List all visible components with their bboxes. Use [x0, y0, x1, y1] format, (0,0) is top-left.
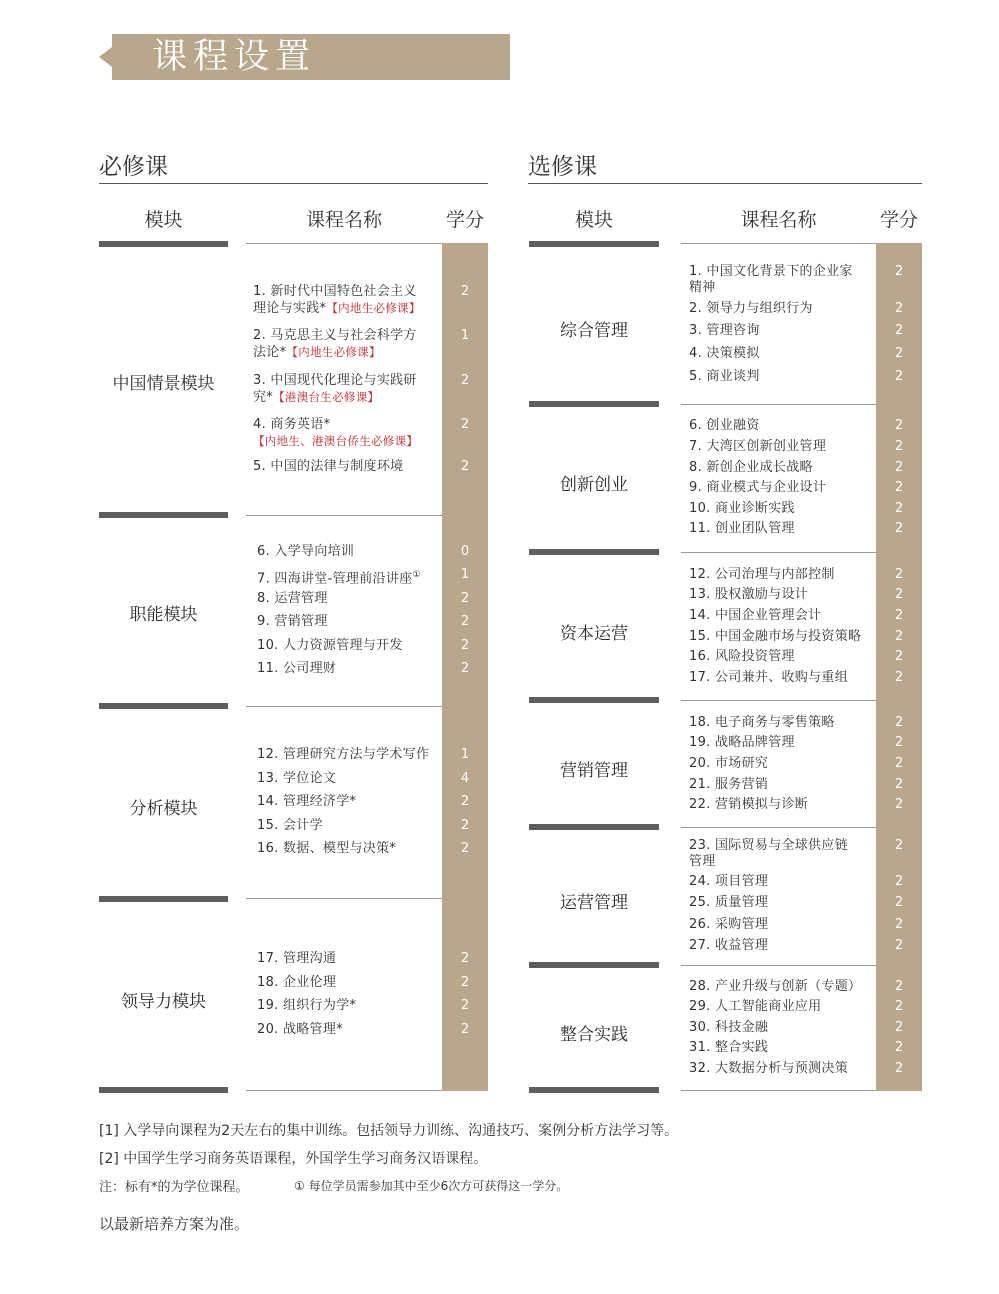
course-item: 9. 营销管理	[257, 614, 328, 629]
course-item: 15. 会计学	[257, 818, 323, 833]
credit-value: 2	[460, 638, 470, 653]
credit-value: 2	[894, 938, 904, 953]
elective-header-module: 模块	[574, 209, 613, 231]
credit-value: 2	[460, 614, 470, 629]
module-divider-thin	[681, 404, 876, 405]
course-item: 10. 人力资源管理与开发	[257, 638, 403, 653]
module-divider	[529, 824, 659, 830]
required-header-module: 模块	[144, 209, 183, 231]
credit-value: 2	[460, 818, 470, 833]
credit-value: 2	[460, 591, 470, 606]
credit-value: 2	[894, 1061, 904, 1076]
credit-value: 2	[894, 874, 904, 889]
module-divider-thin	[681, 700, 876, 701]
credit-value: 2	[460, 975, 470, 990]
course-item: 24. 项目管理	[689, 874, 769, 889]
course-item: 7. 四海讲堂-管理前沿讲座①	[257, 570, 421, 587]
credit-value: 2	[894, 629, 904, 644]
course-tag: 【内地生、港澳台侨生必修课】	[253, 434, 419, 448]
elective-header-credit: 学分	[879, 209, 918, 231]
course-item: 6. 入学导向培训	[257, 544, 355, 559]
module-name: 运营管理	[560, 893, 628, 913]
course-item: 16. 数据、模型与决策*	[257, 841, 397, 856]
credit-value: 0	[460, 544, 470, 559]
course-item: 1. 中国文化背景下的企业家 精神	[689, 264, 853, 295]
elective-header-rule	[529, 241, 659, 247]
credit-value: 2	[460, 841, 470, 856]
course-tag: 【内地生必修课】	[286, 345, 381, 359]
course-item: 16. 风险投资管理	[689, 649, 795, 664]
course-item: 31. 整合实践	[689, 1040, 769, 1055]
course-item: 1. 新时代中国特色社会主义 理论与实践*【内地生必修课】	[253, 284, 421, 316]
course-item: 2. 马克思主义与社会科学方 法论*【内地生必修课】	[253, 328, 417, 360]
module-divider	[99, 703, 228, 709]
credit-value: 2	[460, 373, 470, 388]
credit-value: 2	[894, 777, 904, 792]
credit-value: 1	[460, 747, 470, 762]
credit-value: 2	[894, 670, 904, 685]
elective-header-rule-thin	[681, 243, 876, 244]
credit-value: 2	[894, 715, 904, 730]
course-item: 17. 公司兼并、收购与重组	[689, 670, 849, 685]
course-item: 17. 管理沟通	[257, 951, 337, 966]
course-item: 13. 学位论文	[257, 771, 337, 786]
credit-value: 2	[894, 346, 904, 361]
course-tag: 【内地生必修课】	[326, 301, 421, 315]
course-item: 2. 领导力与组织行为	[689, 301, 813, 316]
module-name: 职能模块	[129, 605, 198, 625]
credit-value: 2	[894, 797, 904, 812]
credit-value: 2	[894, 323, 904, 338]
table-bottom-rule-thin	[681, 1090, 876, 1091]
course-item: 18. 企业伦理	[257, 975, 337, 990]
course-item: 8. 运营管理	[257, 591, 328, 606]
course-item: 3. 中国现代化理论与实践研 究*【港澳台生必修课】	[253, 373, 417, 405]
course-item: 12. 公司治理与内部控制	[689, 567, 835, 582]
table-bottom-rule-thin	[246, 1090, 442, 1091]
credit-value: 2	[894, 567, 904, 582]
module-divider	[529, 401, 659, 407]
elective-header-course: 课程名称	[740, 209, 817, 231]
course-item: 14. 管理经济学*	[257, 794, 357, 809]
module-divider	[99, 896, 228, 902]
module-divider	[99, 512, 228, 518]
footnote-3a: 注：标有*的为学位课程。	[99, 1180, 249, 1195]
credit-value: 2	[460, 459, 470, 474]
module-divider-thin	[681, 965, 876, 966]
credit-value: 2	[894, 649, 904, 664]
course-item: 3. 管理咨询	[689, 323, 760, 338]
course-item: 27. 收益管理	[689, 938, 769, 953]
credit-value: 2	[894, 480, 904, 495]
credit-value: 1	[460, 567, 470, 582]
course-item: 29. 人工智能商业应用	[689, 999, 822, 1014]
module-name: 资本运营	[560, 624, 628, 644]
credit-value: 2	[894, 439, 904, 454]
credit-value: 2	[460, 998, 470, 1013]
credit-value: 2	[460, 951, 470, 966]
footnote-1: [1] 入学导向课程为2天左右的集中训练。包括领导力训练、沟通技巧、案例分析方法学习等。	[99, 1123, 679, 1139]
credit-value: 2	[460, 1022, 470, 1037]
course-item: 4. 决策模拟	[689, 346, 760, 361]
credit-value: 2	[894, 608, 904, 623]
course-item: 19. 战略品牌管理	[689, 735, 795, 750]
course-item: 20. 市场研究	[689, 756, 769, 771]
banner-arrow-icon	[99, 47, 112, 67]
required-header-credit: 学分	[445, 209, 484, 231]
credit-value: 4	[460, 771, 470, 786]
credit-value: 2	[460, 794, 470, 809]
course-tag: 【港澳台生必修课】	[273, 390, 380, 404]
module-divider-thin	[246, 898, 442, 899]
course-item: 18. 电子商务与零售策略	[689, 715, 835, 730]
module-name: 营销管理	[560, 761, 628, 781]
module-name: 领导力模块	[121, 992, 206, 1012]
course-item: 6. 创业融资	[689, 418, 760, 433]
course-item: 21. 服务营销	[689, 777, 769, 792]
course-item: 19. 组织行为学*	[257, 998, 357, 1013]
required-header-rule	[99, 241, 228, 247]
footnote-2: [2] 中国学生学习商务英语课程，外国学生学习商务汉语课程。	[99, 1151, 488, 1167]
module-divider-thin	[246, 706, 442, 707]
table-bottom-rule	[99, 1087, 228, 1093]
course-item: 15. 中国金融市场与投资策略	[689, 629, 862, 644]
module-name: 中国情景模块	[112, 374, 215, 394]
course-item: 5. 商业谈判	[689, 369, 760, 384]
course-item: 5. 中国的法律与制度环境	[253, 459, 404, 474]
credit-value: 2	[460, 417, 470, 432]
credit-value: 2	[894, 301, 904, 316]
credit-value: 2	[894, 1020, 904, 1035]
course-item: 28. 产业升级与创新（专题）	[689, 979, 862, 994]
course-item: 9. 商业模式与企业设计	[689, 480, 827, 495]
credit-value: 2	[894, 264, 904, 279]
course-item: 8. 新创企业成长战略	[689, 460, 813, 475]
credit-value: 2	[894, 735, 904, 750]
credit-value: 2	[894, 838, 904, 853]
credit-value: 2	[894, 418, 904, 433]
module-divider-thin	[681, 552, 876, 553]
course-item: 23. 国际贸易与全球供应链 管理	[689, 838, 849, 869]
course-item: 25. 质量管理	[689, 895, 769, 910]
course-item: 7. 大湾区创新创业管理	[689, 439, 827, 454]
credit-value: 2	[894, 521, 904, 536]
module-name: 整合实践	[560, 1025, 628, 1045]
module-divider	[529, 697, 659, 703]
required-header-rule-thin	[246, 243, 442, 244]
credit-value: 2	[894, 999, 904, 1014]
credit-value: 2	[460, 284, 470, 299]
module-divider-thin	[681, 827, 876, 828]
credit-value: 2	[894, 587, 904, 602]
module-name: 综合管理	[560, 321, 628, 341]
course-item: 30. 科技金融	[689, 1020, 769, 1035]
elective-title-rule	[528, 183, 922, 184]
course-item: 26. 采购管理	[689, 917, 769, 932]
footnote-3b: ① 每位学员需参加其中至少6次方可获得这一学分。	[294, 1179, 569, 1193]
credit-value: 2	[894, 1040, 904, 1055]
credit-value: 2	[894, 917, 904, 932]
course-item: 22. 营销模拟与诊断	[689, 797, 809, 812]
module-name: 分析模块	[129, 799, 198, 819]
module-name: 创新创业	[560, 475, 628, 495]
module-divider-thin	[246, 515, 442, 516]
required-title-rule	[99, 183, 488, 184]
credit-value: 2	[894, 895, 904, 910]
credit-value: 2	[894, 979, 904, 994]
course-item: 14. 中国企业管理会计	[689, 608, 822, 623]
credit-value: 1	[460, 328, 470, 343]
course-item: 4. 商务英语* 【内地生、港澳台侨生必修课】	[253, 417, 419, 448]
page-title: 课程设置	[152, 37, 317, 77]
course-item: 20. 战略管理*	[257, 1022, 344, 1037]
disclaimer: 以最新培养方案为准。	[99, 1215, 250, 1233]
required-section-title: 必修课	[99, 154, 168, 180]
table-bottom-rule	[529, 1087, 659, 1093]
circled-one-icon: ①	[412, 570, 421, 580]
module-divider	[529, 549, 659, 555]
credit-value: 2	[894, 501, 904, 516]
required-header-course: 课程名称	[305, 209, 382, 231]
course-item: 12. 管理研究方法与学术写作	[257, 747, 430, 762]
module-divider	[529, 962, 659, 968]
credit-value: 2	[894, 756, 904, 771]
credit-value: 2	[894, 460, 904, 475]
course-item: 13. 股权激励与设计	[689, 587, 809, 602]
course-item: 11. 创业团队管理	[689, 521, 795, 536]
credit-value: 2	[894, 369, 904, 384]
elective-section-title: 选修课	[528, 154, 597, 180]
course-item: 32. 大数据分析与预测决策	[689, 1061, 849, 1076]
course-item: 10. 商业诊断实践	[689, 501, 795, 516]
credit-value: 2	[460, 661, 470, 676]
course-item: 11. 公司理财	[257, 661, 337, 676]
